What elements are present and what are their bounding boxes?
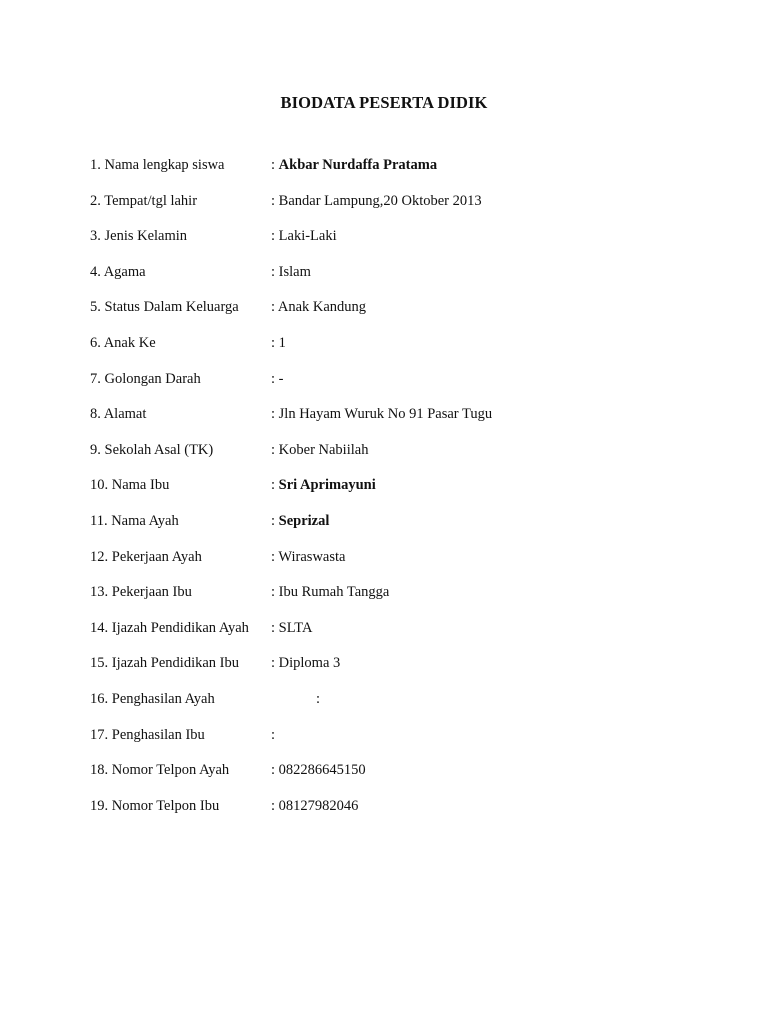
biodata-row — [90, 404, 730, 440]
biodata-row — [90, 760, 730, 796]
field-label: 4. Agama — [90, 263, 146, 280]
biodata-row — [90, 297, 730, 333]
biodata-row — [90, 262, 730, 298]
field-value — [271, 760, 366, 780]
field-value — [271, 155, 437, 175]
field-value — [271, 796, 358, 816]
field-value — [271, 475, 376, 495]
field-value — [271, 725, 275, 745]
biodata-row — [90, 226, 730, 262]
field-value-text: Bandar Lampung,20 Oktober 2013 — [278, 192, 482, 209]
biodata-row — [90, 191, 730, 227]
biodata-row — [90, 547, 730, 583]
field-value-text: Diploma 3 — [278, 655, 341, 672]
field-value-text: Kober Nabiilah — [278, 441, 369, 458]
field-label: 17. Penghasilan Ibu — [90, 726, 205, 743]
field-value-text: Ibu Rumah Tangga — [278, 584, 390, 601]
field-value-text: - — [278, 370, 284, 387]
field-value — [271, 547, 345, 567]
field-value-text: Islam — [278, 263, 311, 280]
biodata-row — [90, 725, 730, 761]
field-value — [271, 262, 311, 282]
field-label: 10. Nama Ibu — [90, 477, 170, 494]
field-separator: : — [271, 584, 279, 601]
field-label: 5. Status Dalam Keluarga — [90, 299, 239, 316]
biodata-list — [90, 155, 730, 831]
field-separator: : — [271, 512, 279, 529]
field-separator: : — [271, 655, 279, 672]
field-value — [271, 404, 492, 424]
field-value — [271, 653, 340, 673]
field-separator: : — [271, 370, 279, 387]
field-value — [271, 297, 366, 317]
field-label: 14. Ijazah Pendidikan Ayah — [90, 619, 249, 636]
field-separator: : — [271, 441, 279, 458]
field-separator: : — [271, 157, 279, 173]
field-separator: : — [271, 619, 279, 636]
biodata-row — [90, 511, 730, 547]
field-value — [271, 333, 286, 353]
field-label: 11. Nama Ayah — [90, 512, 179, 529]
biodata-row — [90, 369, 730, 405]
field-value-text: 08127982046 — [278, 797, 359, 814]
field-value-text: Anak Kandung — [277, 299, 367, 316]
field-separator: : — [271, 762, 279, 779]
field-label: 8. Alamat — [90, 406, 147, 423]
field-separator: : — [271, 299, 278, 316]
field-value — [271, 226, 337, 246]
field-label: 2. Tempat/tgl lahir — [90, 192, 198, 209]
field-label: 19. Nomor Telpon Ibu — [90, 797, 220, 814]
biodata-row — [90, 796, 730, 832]
field-value — [271, 511, 329, 531]
biodata-row — [90, 689, 730, 725]
field-separator: : — [271, 726, 276, 743]
field-label: 16. Penghasilan Ayah — [90, 690, 215, 707]
field-value-text: Wiraswasta — [278, 548, 346, 565]
biodata-row — [90, 475, 730, 511]
field-value-text: Akbar Nurdaffa Pratama — [278, 157, 438, 173]
field-value — [271, 369, 284, 389]
field-value — [271, 618, 312, 638]
biodata-row — [90, 440, 730, 476]
field-label: 7. Golongan Darah — [90, 370, 201, 387]
document-title: BIODATA PESERTA DIDIK — [280, 93, 488, 112]
field-separator: : — [271, 263, 279, 280]
biodata-row — [90, 155, 730, 191]
field-label: 9. Sekolah Asal (TK) — [90, 441, 214, 458]
field-separator: : — [316, 690, 321, 707]
field-separator: : — [271, 334, 279, 351]
field-separator: : — [271, 797, 279, 814]
field-label: 15. Ijazah Pendidikan Ibu — [90, 655, 239, 672]
field-label: 18. Nomor Telpon Ayah — [90, 762, 230, 779]
field-separator: : — [271, 477, 279, 494]
field-separator: : — [271, 192, 279, 209]
biodata-row — [90, 618, 730, 654]
biodata-row — [90, 333, 730, 369]
field-separator: : — [271, 228, 279, 245]
field-value — [271, 582, 389, 602]
field-value-text: 1 — [278, 334, 286, 351]
field-value-text: 082286645150 — [278, 762, 366, 779]
field-value-text: Jln Hayam Wuruk No 91 Pasar Tugu — [278, 406, 493, 423]
field-value — [271, 440, 368, 460]
field-value-text: Laki-Laki — [278, 228, 337, 245]
field-separator: : — [271, 406, 279, 423]
field-value — [316, 689, 320, 709]
field-value-text: SLTA — [278, 619, 313, 636]
field-label: 3. Jenis Kelamin — [90, 228, 188, 245]
field-value-text: Seprizal — [278, 512, 330, 529]
field-label: 6. Anak Ke — [90, 334, 156, 351]
field-label: 12. Pekerjaan Ayah — [90, 548, 202, 565]
biodata-row — [90, 653, 730, 689]
field-value-text: Sri Aprimayuni — [278, 477, 376, 494]
biodata-row — [90, 582, 730, 618]
field-separator: : — [271, 548, 279, 565]
field-label: 1. Nama lengkap siswa — [90, 157, 225, 173]
field-value — [271, 191, 482, 211]
field-label: 13. Pekerjaan Ibu — [90, 584, 192, 601]
